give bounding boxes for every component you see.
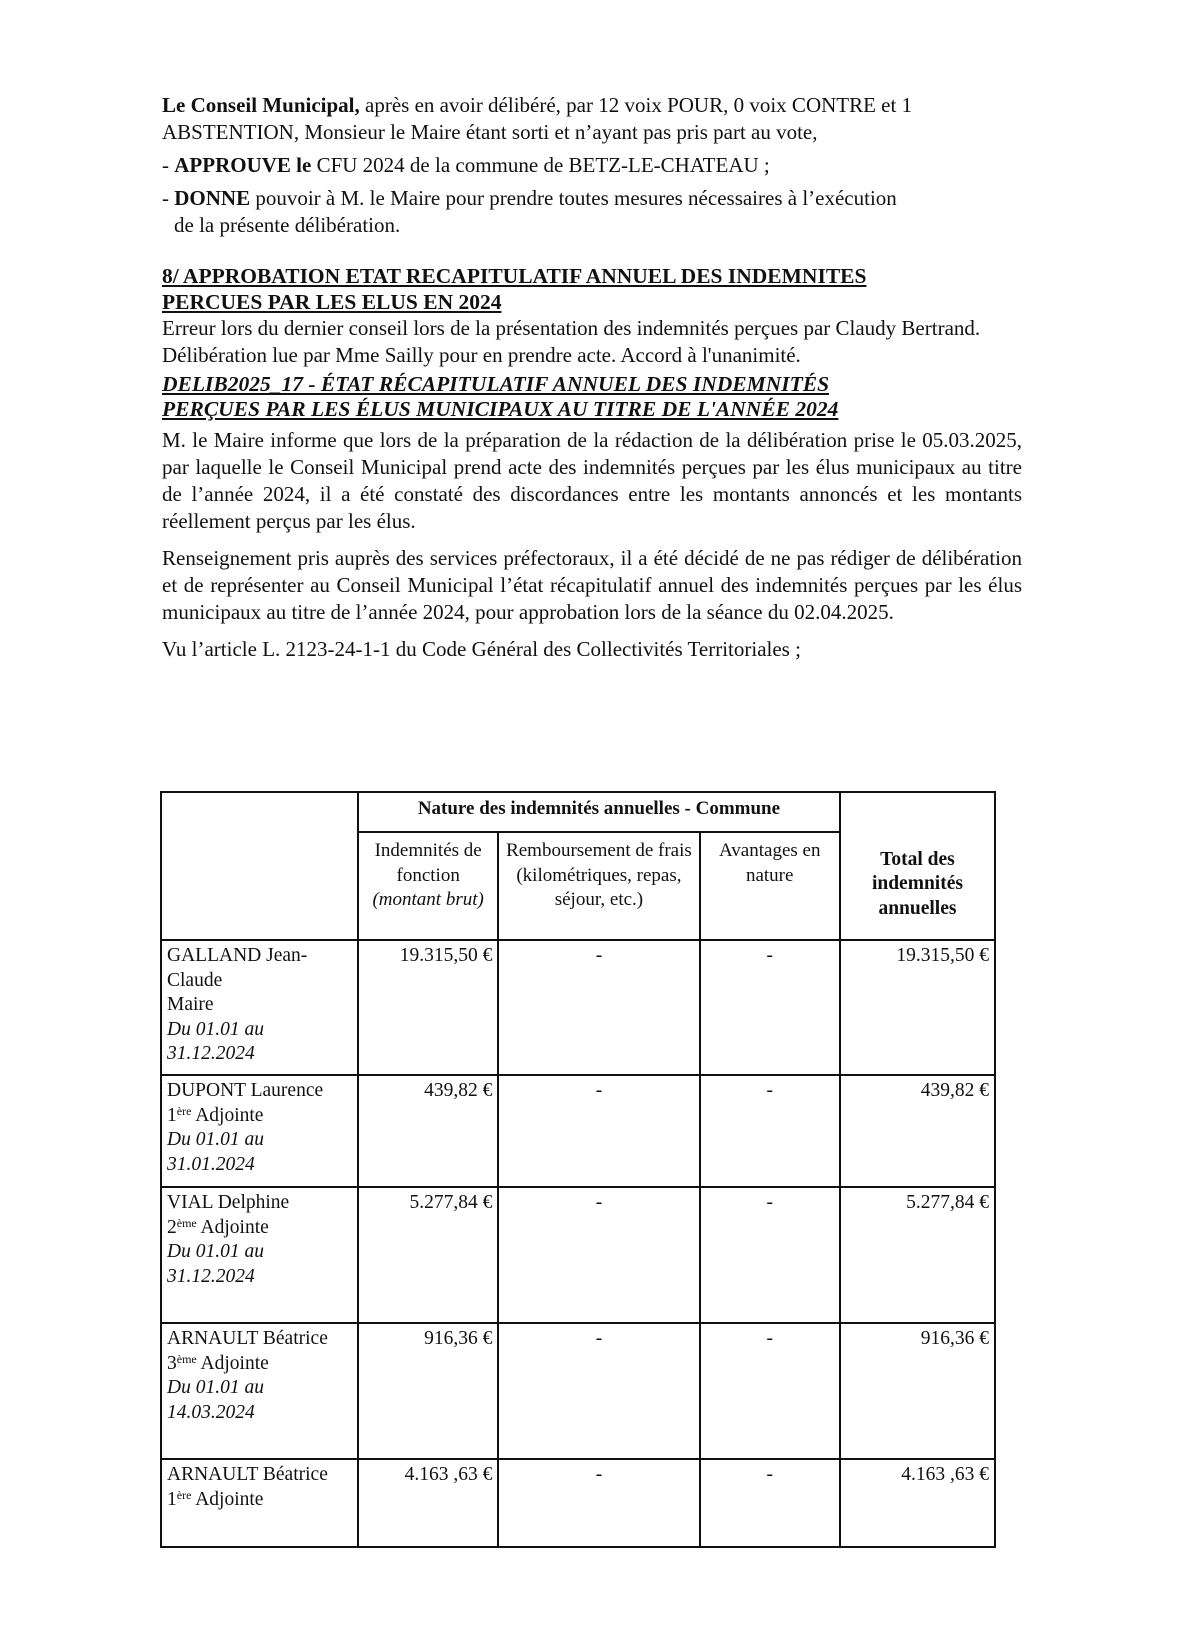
avantages-amount: -	[700, 1459, 840, 1547]
delib-paragraph-1: M. le Maire informe que lors de la préparation de la rédaction de la délibération prise le 05.03.2025, par laquelle le Conseil Municipal prend acte des indemnités perçues par les élus municipaux au titre de l’année 2024, il a été constaté des discordances entre les montants annoncés et les montants réellement perçus par les élus.	[162, 428, 1022, 533]
elected-official-cell	[161, 1075, 358, 1187]
header-empty-cell	[161, 792, 358, 940]
table-row	[161, 1459, 995, 1547]
avantages-amount: -	[700, 1187, 840, 1323]
total-amount: 916,36 €	[840, 1323, 995, 1459]
table-row	[161, 1323, 995, 1459]
donne-dash: -	[162, 186, 175, 210]
role-ordinal: ème	[176, 1351, 197, 1366]
official-role: Maire	[167, 994, 214, 1015]
approve-item	[162, 152, 1022, 179]
fonction-amount: 4.163 ,63 €	[358, 1459, 498, 1547]
header-frais: Remboursement de frais (kilométriques, repas, séjour, etc.)	[498, 832, 699, 940]
table-row	[161, 940, 995, 1075]
elected-official-cell	[161, 1459, 358, 1547]
indemnities-table	[160, 791, 996, 1548]
role-number: 3	[167, 1352, 177, 1374]
role-title: Adjointe	[196, 1216, 269, 1238]
council-decision	[162, 92, 1022, 146]
section-8-agreement-text: Délibération lue par Mme Sailly pour en prendre acte. Accord à l'unanimité.	[162, 343, 801, 367]
fonction-amount: 5.277,84 €	[358, 1187, 498, 1323]
role-title: Adjointe	[196, 1352, 269, 1374]
role-title: Adjointe	[191, 1104, 264, 1126]
donne-item	[162, 185, 1022, 212]
avantages-amount: -	[700, 940, 840, 1075]
header-fonction-note: (montant brut)	[372, 889, 484, 910]
total-amount: 5.277,84 €	[840, 1187, 995, 1323]
role-title: Adjointe	[191, 1488, 264, 1510]
official-role	[167, 1104, 352, 1129]
approve-label: APPROUVE le	[174, 153, 312, 177]
section-8-heading-line2: PERCUES PAR LES ELUS EN 2024	[162, 290, 502, 314]
role-number: 2	[167, 1216, 177, 1238]
frais-amount: -	[498, 1323, 699, 1459]
official-period: Du 01.01 au 31.01.2024	[167, 1129, 264, 1175]
role-number: 1	[167, 1488, 177, 1510]
elected-official-cell	[161, 1187, 358, 1323]
official-period: Du 01.01 au 31.12.2024	[167, 1018, 264, 1064]
donne-text: pouvoir à M. le Maire pour prendre toutes mesures nécessaires à l’exécution	[250, 186, 897, 210]
frais-amount: -	[498, 1459, 699, 1547]
total-amount: 19.315,50 €	[840, 940, 995, 1075]
official-name: VIAL Delphine	[167, 1192, 290, 1213]
frais-amount: -	[498, 1075, 699, 1187]
official-name: ARNAULT Béatrice	[167, 1464, 328, 1485]
official-name: GALLAND Jean-Claude	[167, 945, 308, 991]
delib-paragraph-2: Renseignement pris auprès des services préfectoraux, il a été décidé de ne pas rédiger de délibération et de représenter au Conseil Municipal l’état récapitulatif annuel des indemnités perçues par les élus municipaux au titre de l’année 2024, pour approbation lors de la séance du 02.04.2025.	[162, 546, 1022, 624]
official-role	[167, 1352, 352, 1377]
role-ordinal: ère	[176, 1487, 192, 1502]
header-total: Total des indemnités annuelles	[840, 792, 995, 940]
official-role	[167, 1488, 352, 1513]
elected-official-cell	[161, 940, 358, 1075]
role-ordinal: ème	[176, 1215, 197, 1230]
group-header: Nature des indemnités annuelles - Commune	[358, 792, 840, 832]
role-number: 1	[167, 1104, 177, 1126]
official-period: Du 01.01 au 31.12.2024	[167, 1241, 264, 1287]
section-8-error-text: Erreur lors du dernier conseil lors de la présentation des indemnités perçues par Claudy Bertrand.	[162, 316, 981, 340]
council-vote-text: après en avoir délibéré, par 12 voix POUR, 0 voix CONTRE et 1 ABSTENTION, Monsieur le Maire étant sorti et n’ayant pas pris part au vote,	[162, 93, 913, 144]
total-amount: 439,82 €	[840, 1075, 995, 1187]
delib-paragraph-3: Vu l’article L. 2123-24-1-1 du Code Général des Collectivités Territoriales ;	[162, 637, 801, 661]
official-name: DUPONT Laurence	[167, 1080, 324, 1101]
official-name: ARNAULT Béatrice	[167, 1328, 328, 1349]
header-fonction	[358, 832, 498, 940]
fonction-amount: 916,36 €	[358, 1323, 498, 1459]
avantages-amount: -	[700, 1323, 840, 1459]
header-avantages: Avantages en nature	[700, 832, 840, 940]
document-page	[162, 92, 1022, 663]
frais-amount: -	[498, 1187, 699, 1323]
role-ordinal: ère	[176, 1103, 192, 1118]
donne-label: DONNE	[174, 186, 251, 210]
council-label: Le Conseil Municipal,	[162, 93, 360, 117]
approve-text: CFU 2024 de la commune de BETZ-LE-CHATEAU ;	[311, 153, 770, 177]
table-header-row-1	[161, 792, 995, 832]
avantages-amount: -	[700, 1075, 840, 1187]
delib-title	[162, 372, 1022, 422]
official-period: Du 01.01 au 14.03.2024	[167, 1377, 264, 1423]
approve-dash: -	[162, 153, 175, 177]
delib-title-line2: PERÇUES PAR LES ÉLUS MUNICIPAUX AU TITRE DE L'ANNÉE 2024	[162, 397, 839, 421]
delib-title-line1: DELIB2025_17 - ÉTAT RÉCAPITULATIF ANNUEL DES INDEMNITÉS	[162, 372, 830, 396]
elected-official-cell	[161, 1323, 358, 1459]
frais-amount: -	[498, 940, 699, 1075]
table-row	[161, 1187, 995, 1323]
total-amount: 4.163 ,63 €	[840, 1459, 995, 1547]
official-role	[167, 1216, 352, 1241]
fonction-amount: 19.315,50 €	[358, 940, 498, 1075]
table-row	[161, 1075, 995, 1187]
section-8-heading-line1: 8/ APPROBATION ETAT RECAPITULATIF ANNUEL DES INDEMNITES	[162, 264, 867, 288]
header-fonction-label: Indemnités de fonction	[374, 840, 482, 886]
donne-text-continued: de la présente délibération.	[174, 213, 401, 237]
section-8-heading	[162, 263, 1022, 315]
fonction-amount: 439,82 €	[358, 1075, 498, 1187]
